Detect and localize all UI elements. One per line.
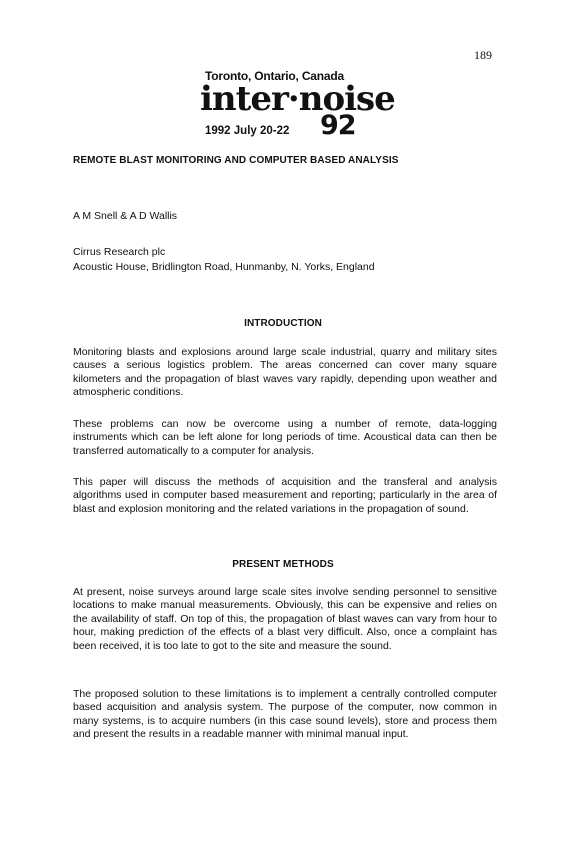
paragraph: Monitoring blasts and explosions around large scale industrial, quarry and military sites causes a serious logistics problem. The areas concerned can cover many square kilometers and the propagation of blast waves vary rapidly, depending upon weather and atmospheric conditions. [73,346,497,399]
authors: A M Snell & A D Wallis [73,210,178,222]
paragraph: This paper will discuss the methods of acquisition and the transferal and analysis algorithms used in computer based measurement and reporting; particularly in the area of blast and explosion monitoring and the related variations in the propagation of sound. [73,476,497,515]
affiliation-organization: Cirrus Research plc [73,246,166,258]
paragraph: The proposed solution to these limitations is to implement a centrally controlled computer based acquisition and analysis system. The purpose of the computer, now common in many systems, is to acquire numbers (in this case sound levels), store and process them and present the results in a readable manner with minimal manual input. [73,688,497,741]
section-heading-present-methods: PRESENT METHODS [232,559,334,570]
affiliation [73,245,375,275]
page-number: 189 [474,48,492,62]
conference-logo: inter·noise [200,79,395,119]
conference-location: Toronto, Ontario, Canada [205,69,344,83]
paragraph: These problems can now be overcome using a number of remote, data-logging instruments which can be left alone for long periods of time. Acoustical data can then be transferred automatically to a computer for analysis. [73,418,497,457]
paper-title: REMOTE BLAST MONITORING AND COMPUTER BASED ANALYSIS [73,155,399,166]
conference-year: 92 [320,110,356,141]
paragraph: At present, noise surveys around large scale sites involve sending personnel to sensitive locations to make manual measurements. Obviously, this can be expensive and relies on the availability of staff. On top of this, the propagation of blast waves can vary from hour to hour, making prediction of the effects of a blast very difficult. Also, once a complaint has been received, it is too late to got to the site and measure the sound. [73,586,497,652]
section-heading-introduction: INTRODUCTION [244,318,322,329]
affiliation-address: Acoustic House, Bridlington Road, Hunmanby, N. Yorks, England [73,261,375,273]
conference-date: 1992 July 20-22 [205,125,290,137]
